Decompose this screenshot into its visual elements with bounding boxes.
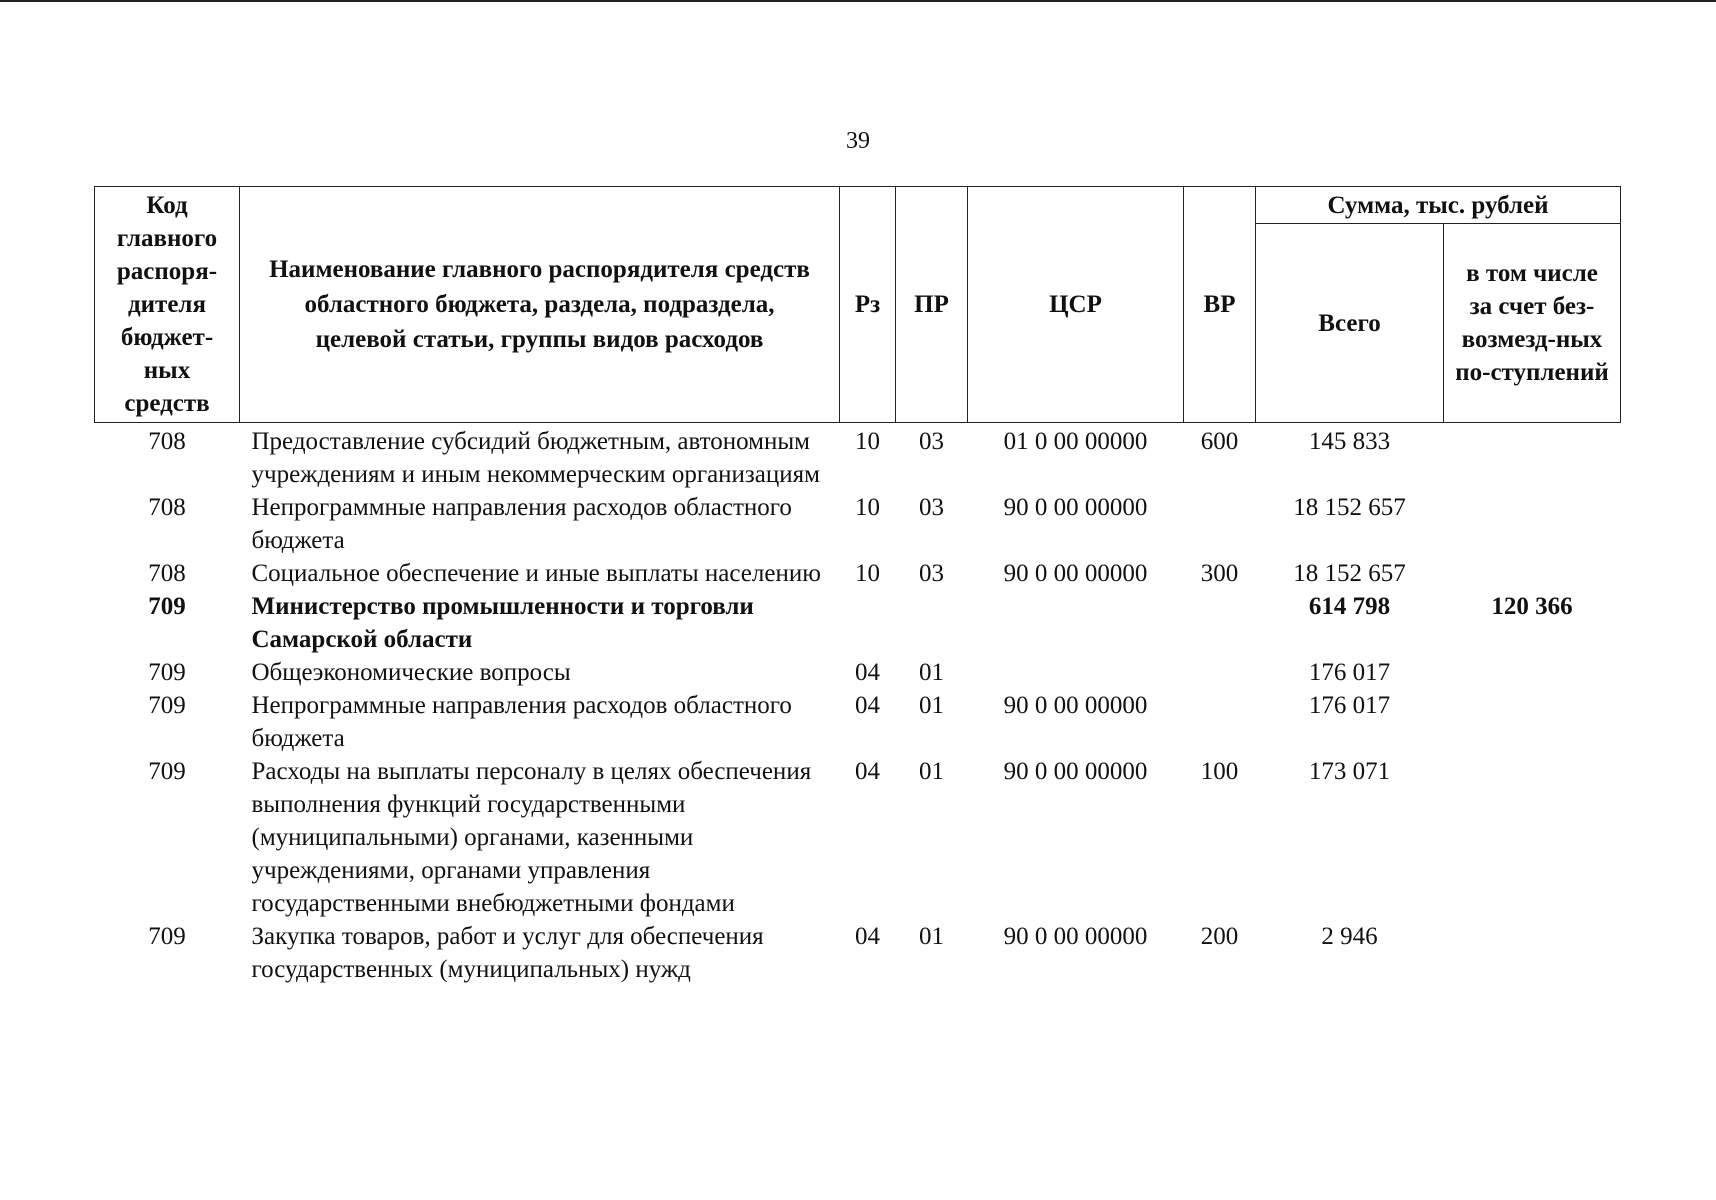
cell-rz: 10 <box>855 494 880 521</box>
cell-code: 708 <box>148 494 186 521</box>
cell-total: 173 071 <box>1308 758 1391 785</box>
cell-pr: 01 <box>919 923 944 950</box>
cell-csr: 90 0 00 00000 <box>1003 923 1148 950</box>
cell-rz: 10 <box>855 428 880 455</box>
cell-csr <box>968 590 1184 656</box>
header-name-text: Наименование главного распорядителя средств областного бюджета, раздела, подраздела, целевой статьи, группы видов расходов <box>269 256 810 353</box>
cell-incl <box>1444 656 1621 689</box>
table-row <box>95 920 1621 986</box>
cell-total: 614 798 <box>1308 593 1391 620</box>
cell-vr <box>1184 491 1256 557</box>
table-row <box>95 557 1621 590</box>
cell-total: 145 833 <box>1308 428 1391 455</box>
top-border-line <box>0 0 1716 2</box>
cell-vr: 300 <box>1200 560 1239 587</box>
cell-pr: 03 <box>919 494 944 521</box>
header-csr: ЦСР <box>968 187 1184 423</box>
header-incl <box>1444 224 1621 423</box>
cell-csr <box>968 656 1184 689</box>
table-row <box>95 656 1621 689</box>
table-row <box>95 491 1621 557</box>
cell-code: 709 <box>148 593 186 620</box>
cell-pr: 01 <box>919 659 944 686</box>
cell-code: 709 <box>148 923 186 950</box>
cell-incl: 120 366 <box>1491 593 1573 620</box>
cell-total: 176 017 <box>1308 659 1391 686</box>
table-row-ministry <box>95 590 1621 656</box>
cell-total: 2 946 <box>1321 923 1378 950</box>
cell-pr: 03 <box>919 428 944 455</box>
header-code-text: Код главного распоря-дителя бюджет-ных средств <box>116 192 218 417</box>
cell-vr: 100 <box>1200 758 1239 785</box>
cell-incl <box>1444 423 1621 492</box>
cell-csr: 90 0 00 00000 <box>1003 692 1148 719</box>
header-incl-text: в том числе за счет без-возмезд-ных по-ступлений <box>1455 260 1609 386</box>
cell-pr <box>896 590 968 656</box>
cell-code: 709 <box>148 758 186 785</box>
cell-csr: 90 0 00 00000 <box>1003 494 1148 521</box>
cell-name: Министерство промышленности и торговли Самарской области <box>251 593 754 653</box>
cell-rz: 04 <box>855 923 880 950</box>
cell-code: 708 <box>148 560 186 587</box>
header-code <box>95 187 240 423</box>
cell-name: Расходы на выплаты персоналу в целях обеспечения выполнения функций государственными (муниципальными) органами, казенными учреждениями, органами управления государственными внебюджетными фондами <box>251 758 812 917</box>
cell-incl <box>1444 491 1621 557</box>
cell-incl <box>1444 755 1621 920</box>
page-number: 39 <box>846 128 870 154</box>
header-rz: Рз <box>840 187 896 423</box>
cell-csr: 01 0 00 00000 <box>1003 428 1148 455</box>
cell-vr: 600 <box>1200 428 1239 455</box>
budget-table <box>94 186 1621 986</box>
header-sum: Сумма, тыс. рублей <box>1256 187 1621 224</box>
cell-code: 709 <box>148 659 186 686</box>
cell-code: 709 <box>148 692 186 719</box>
cell-vr <box>1184 590 1256 656</box>
cell-vr: 200 <box>1200 923 1239 950</box>
cell-rz <box>840 590 896 656</box>
cell-incl <box>1444 689 1621 755</box>
cell-pr: 01 <box>919 692 944 719</box>
cell-name: Непрограммные направления расходов областного бюджета <box>251 692 792 752</box>
cell-name: Общеэкономические вопросы <box>251 659 571 686</box>
cell-rz: 04 <box>855 692 880 719</box>
cell-name: Социальное обеспечение и иные выплаты населению <box>251 560 821 587</box>
cell-rz: 04 <box>855 659 880 686</box>
cell-incl <box>1444 557 1621 590</box>
table-row <box>95 689 1621 755</box>
cell-total: 176 017 <box>1308 692 1391 719</box>
cell-incl <box>1444 920 1621 986</box>
header-total: Всего <box>1256 224 1444 423</box>
cell-rz: 10 <box>855 560 880 587</box>
cell-rz: 04 <box>855 758 880 785</box>
cell-vr <box>1184 656 1256 689</box>
table-row <box>95 423 1621 492</box>
header-vr: ВР <box>1184 187 1256 423</box>
cell-total: 18 152 657 <box>1293 560 1406 587</box>
cell-csr: 90 0 00 00000 <box>1003 758 1148 785</box>
header-name <box>240 187 840 423</box>
cell-pr: 03 <box>919 560 944 587</box>
cell-total: 18 152 657 <box>1293 494 1406 521</box>
cell-vr <box>1184 689 1256 755</box>
cell-pr: 01 <box>919 758 944 785</box>
cell-code: 708 <box>148 428 186 455</box>
cell-name: Непрограммные направления расходов областного бюджета <box>251 494 792 554</box>
cell-name: Закупка товаров, работ и услуг для обеспечения государственных (муниципальных) нужд <box>251 923 764 983</box>
header-pr: ПР <box>896 187 968 423</box>
table-row <box>95 755 1621 920</box>
cell-name: Предоставление субсидий бюджетным, автономным учреждениям и иным некоммерческим организациям <box>251 428 820 488</box>
cell-csr: 90 0 00 00000 <box>1003 560 1148 587</box>
